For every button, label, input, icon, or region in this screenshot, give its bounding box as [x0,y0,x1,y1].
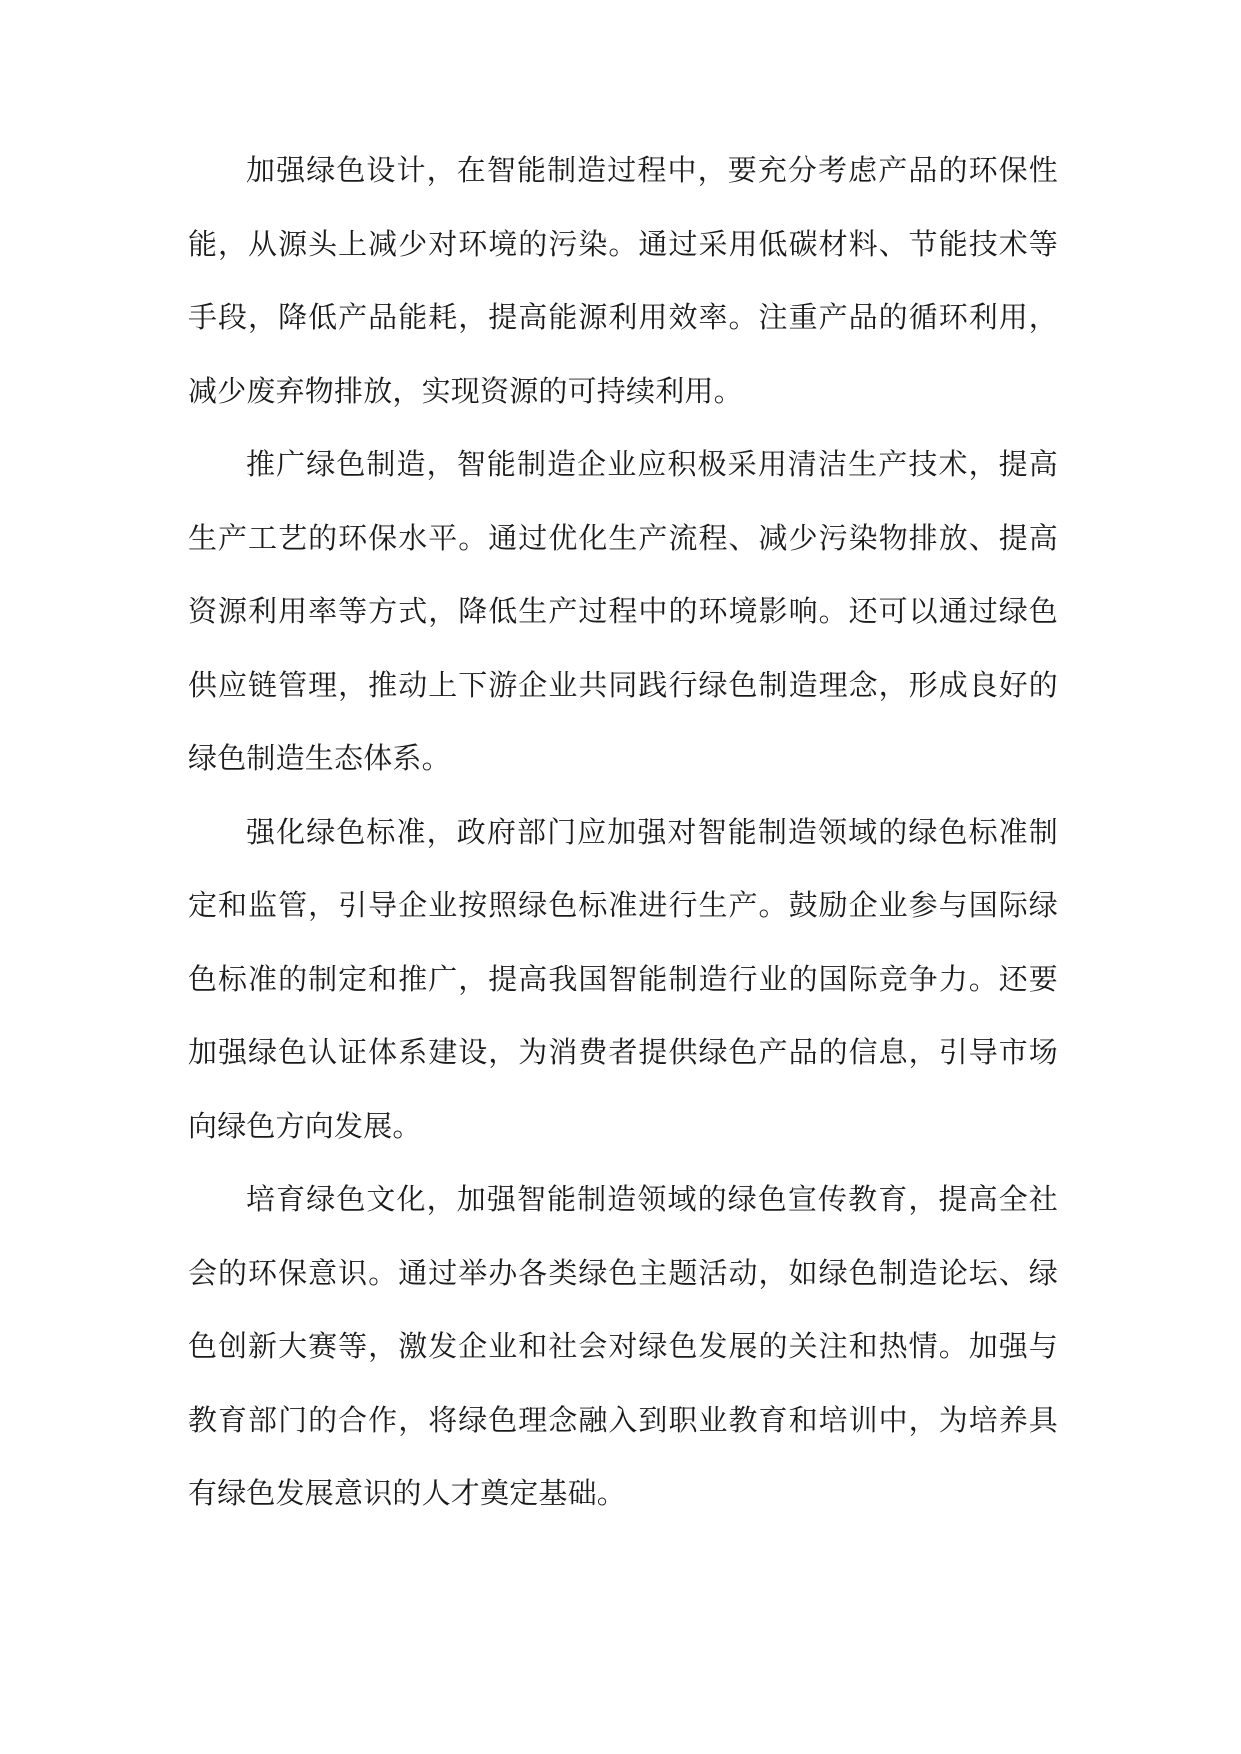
paragraph-green-design: 加强绿色设计，在智能制造过程中，要充分考虑产品的环保性能，从源头上减少对环境的污染。通过采用低碳材料、节能技术等手段，降低产品能耗，提高能源利用效率。注重产品的循环利用，减少废弃物排放，实现资源的可持续利用。 [188,153,1058,408]
paragraph-green-manufacturing: 推广绿色制造，智能制造企业应积极采用清洁生产技术，提高生产工艺的环保水平。通过优化生产流程、减少污染物排放、提高资源利用率等方式，降低生产过程中的环境影响。还可以通过绿色供应链管理，推动上下游企业共同践行绿色制造理念，形成良好的绿色制造生态体系。 [188,447,1058,775]
paragraph-green-culture: 培育绿色文化，加强智能制造领域的绿色宣传教育，提高全社会的环保意识。通过举办各类绿色主题活动，如绿色制造论坛、绿色创新大赛等，激发企业和社会对绿色发展的关注和热情。加强与教育部门的合作，将绿色理念融入到职业教育和培训中，为培养具有绿色发展意识的人才奠定基础。 [188,1182,1058,1510]
document-body [188,134,1058,1531]
paragraph-green-standards: 强化绿色标准，政府部门应加强对智能制造领域的绿色标准制定和监管，引导企业按照绿色标准进行生产。鼓励企业参与国际绿色标准的制定和推广，提高我国智能制造行业的国际竞争力。还要加强绿色认证体系建设，为消费者提供绿色产品的信息，引导市场向绿色方向发展。 [188,814,1058,1143]
